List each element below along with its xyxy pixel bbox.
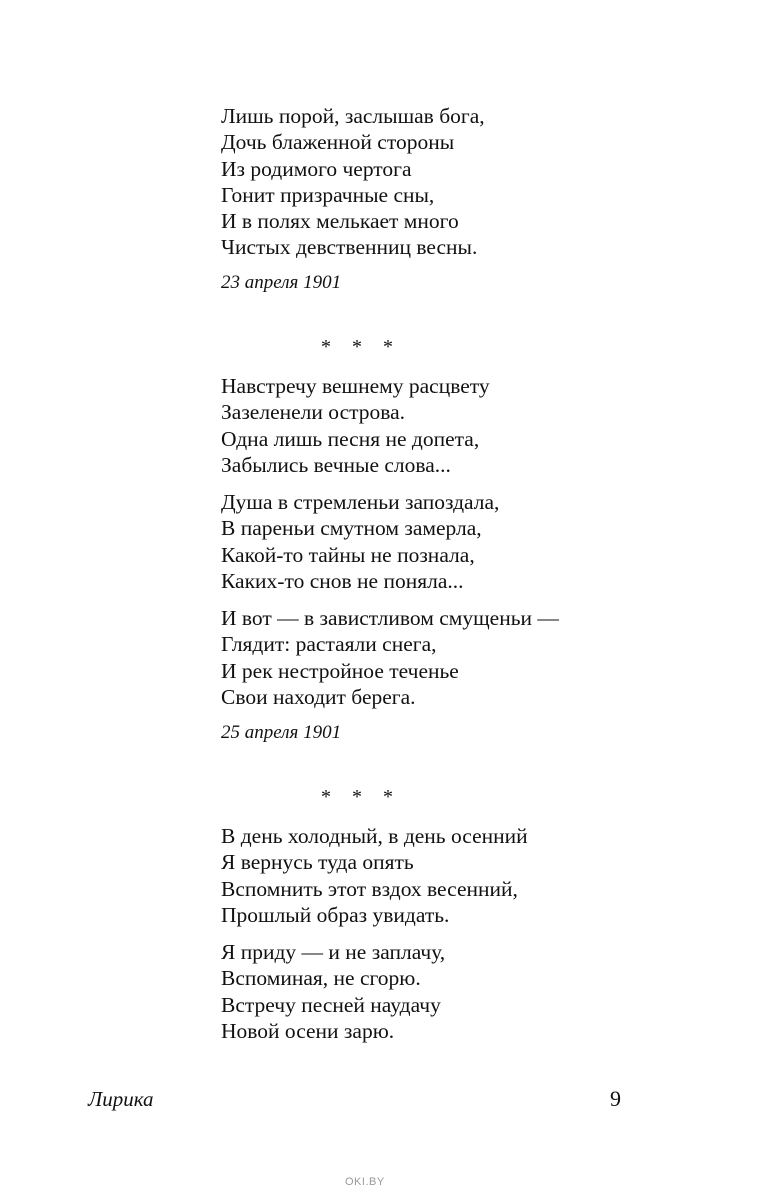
verse-line: Я приду — и не заплачу,: [221, 940, 446, 964]
poem3-stanza2: [221, 939, 445, 1044]
poem3-stanza1: [221, 823, 528, 928]
verse-line: Дочь блаженной стороны: [221, 130, 455, 155]
verse-line: Новой осени зарю.: [221, 1018, 395, 1043]
verse-line: Чистых девственниц весны.: [221, 235, 478, 260]
section-separator: * * *: [321, 336, 401, 358]
verse-line: Прошлый образ увидать.: [221, 902, 450, 927]
verse-line: Забылись вечные слова...: [221, 452, 451, 477]
verse-line: Зазеленели острова.: [221, 400, 406, 425]
poem2-stanza3: [221, 605, 559, 710]
section-separator: * * *: [321, 786, 401, 808]
running-footer-section: Лирика: [88, 1087, 154, 1111]
verse-line: Лишь порой, заслышав бога,: [221, 104, 485, 128]
verse-line: И вот — в завистливом смущеньи —: [221, 606, 559, 630]
verse-line: И в полях мелькает много: [221, 209, 459, 234]
verse-line: Глядит: растаяли снега,: [221, 632, 437, 657]
poem1-date: 23 апреля 1901: [221, 272, 342, 293]
verse-line: Вспоминая, не сгорю.: [221, 966, 421, 991]
verse-line: Одна лишь песня не допета,: [221, 426, 480, 451]
poem2-stanza1: [221, 373, 490, 478]
page-number: 9: [610, 1086, 621, 1111]
verse-line: Гонит призрачные сны,: [221, 182, 435, 207]
poem2-stanza2: [221, 489, 499, 594]
poem1-stanza1: [221, 103, 485, 261]
verse-line: В пареньи смутном замерла,: [221, 516, 482, 541]
verse-line: Свои находит берега.: [221, 684, 416, 709]
verse-line: Душа в стремленьи запоздала,: [221, 490, 500, 514]
poem2-date: 25 апреля 1901: [221, 722, 342, 743]
verse-line: Встречу песней наудачу: [221, 992, 441, 1017]
verse-line: Какой-то тайны не познала,: [221, 542, 475, 567]
verse-line: И рек нестройное теченье: [221, 658, 459, 683]
verse-line: Из родимого чертога: [221, 156, 412, 181]
verse-line: Навстречу вешнему расцвету: [221, 374, 490, 398]
verse-line: В день холодный, в день осенний: [221, 824, 528, 848]
verse-line: Вспомнить этот вздох весенний,: [221, 876, 518, 901]
verse-line: Каких-то снов не поняла...: [221, 568, 464, 593]
watermark: OKI.BY: [345, 1176, 385, 1188]
verse-line: Я вернусь туда опять: [221, 850, 414, 875]
